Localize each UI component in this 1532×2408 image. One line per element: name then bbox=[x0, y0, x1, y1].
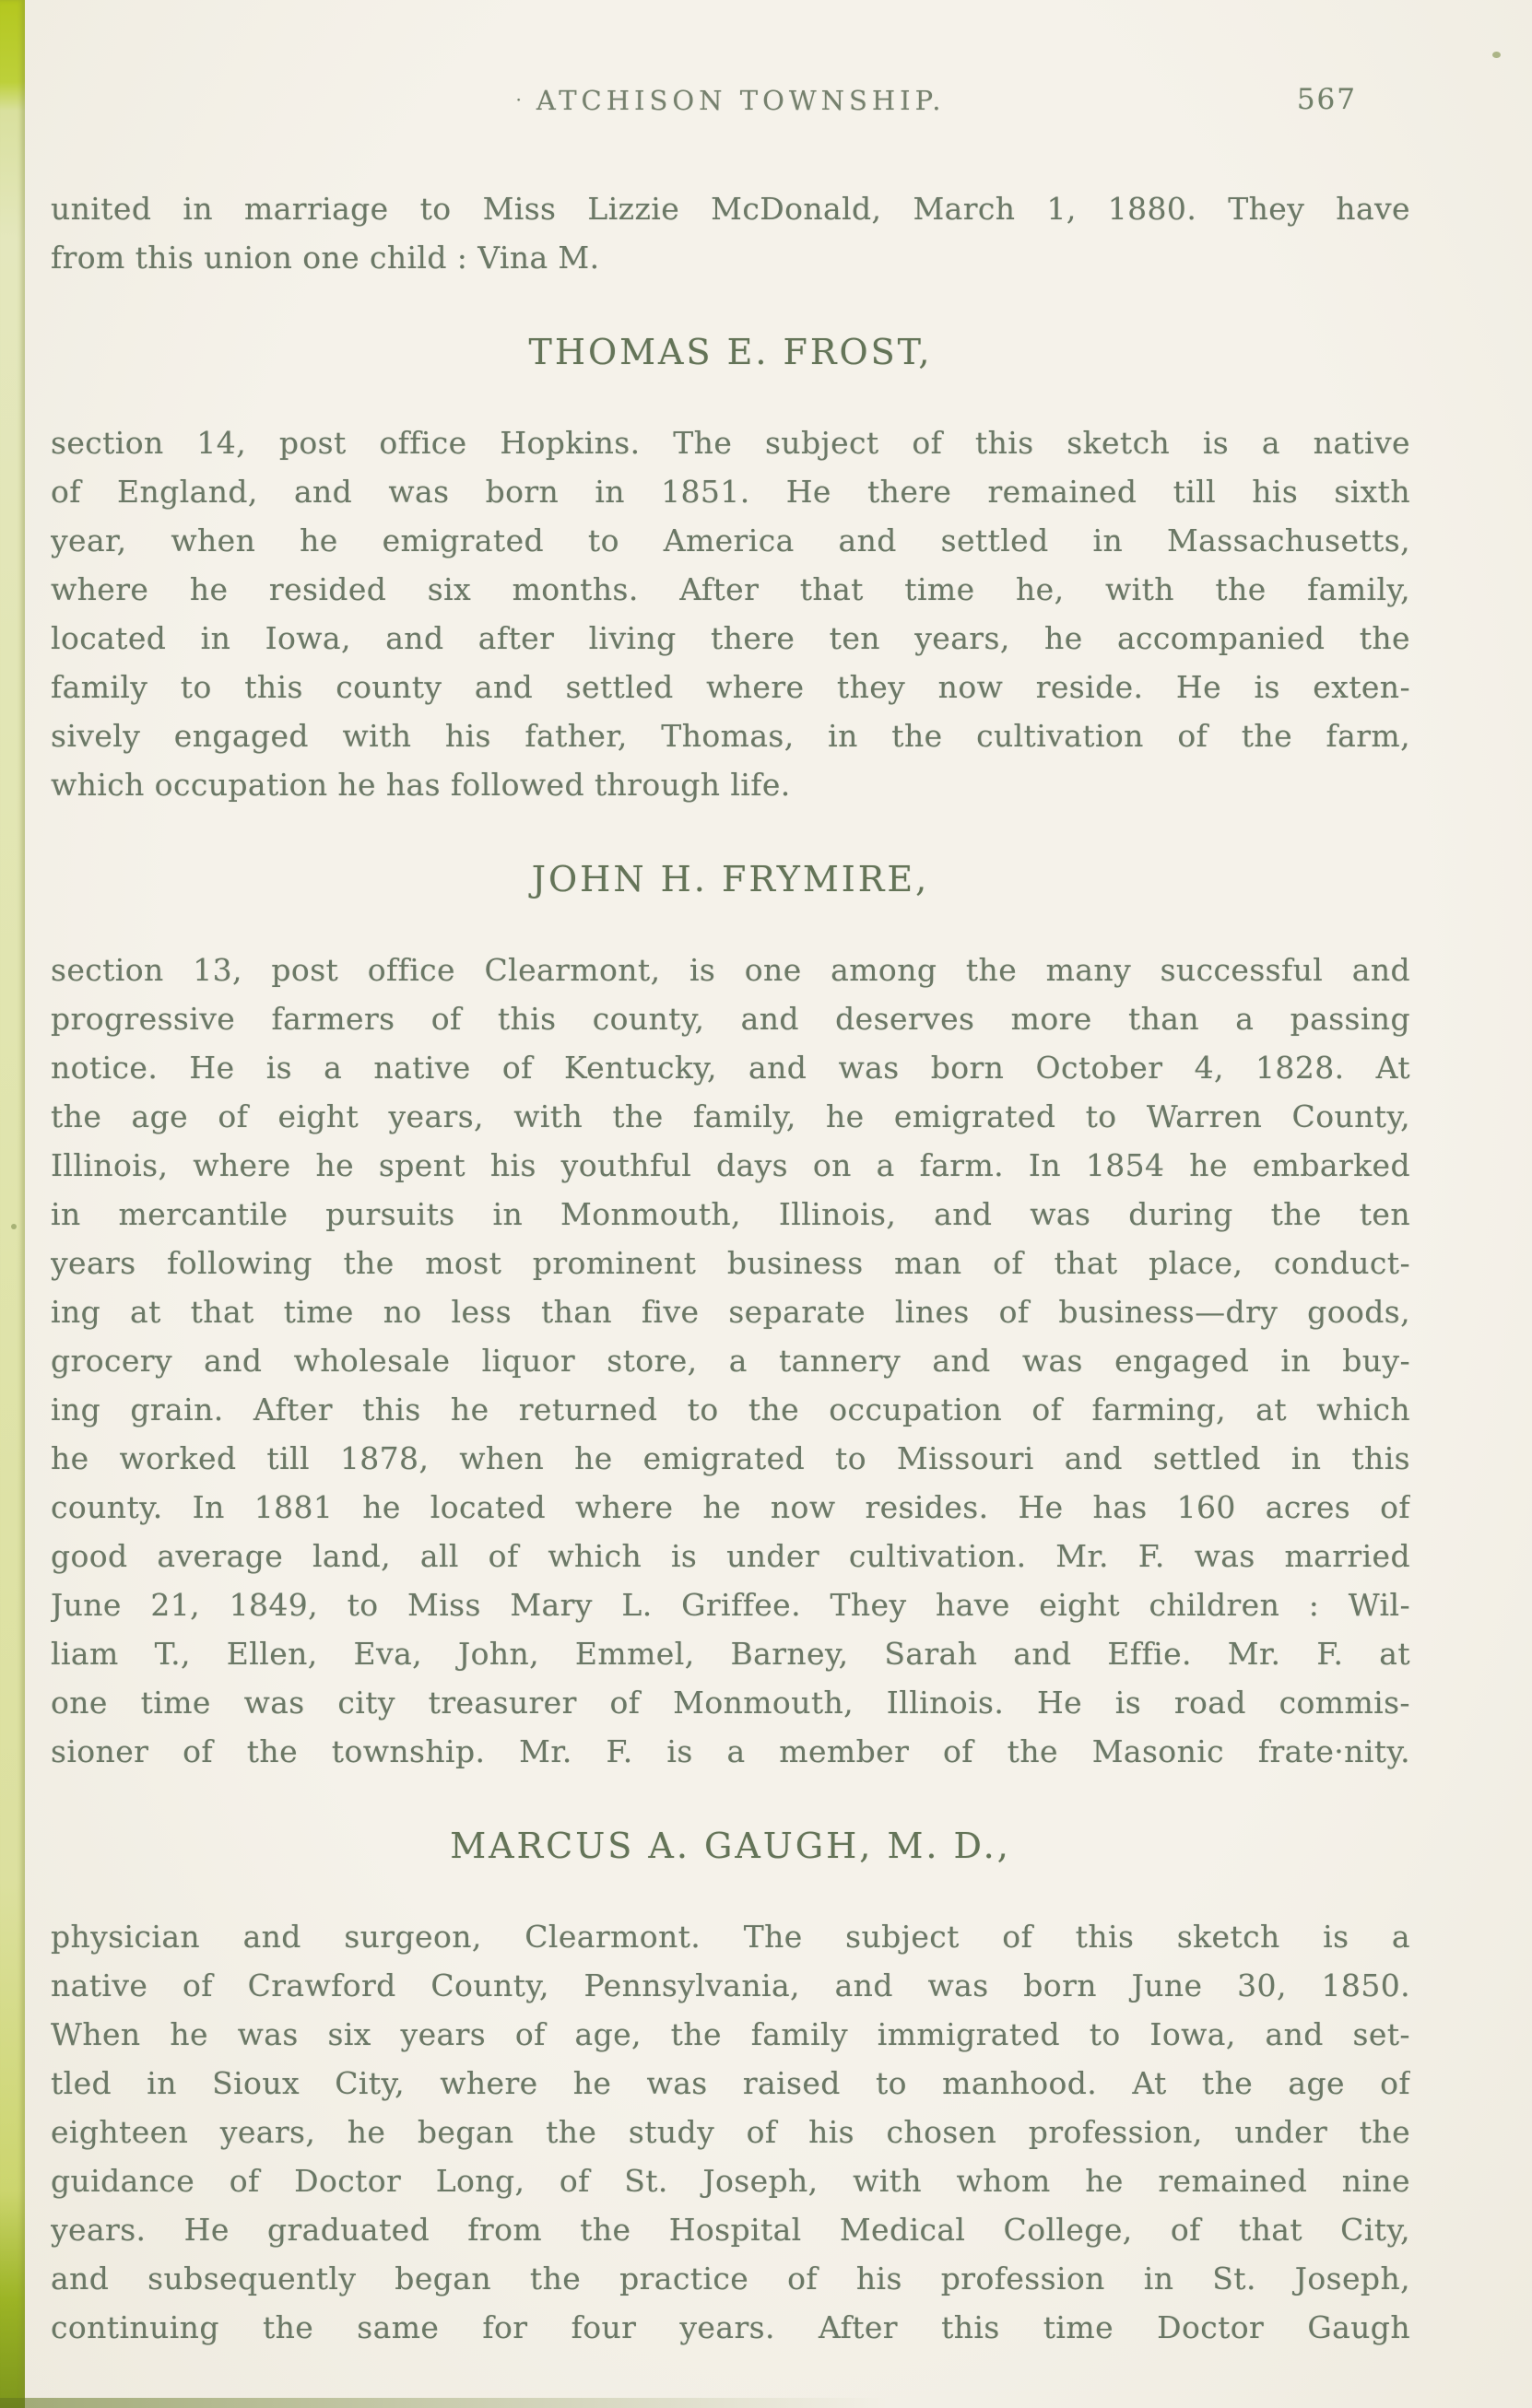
text-line: and subsequently began the practice of his profession in St. Joseph, bbox=[51, 2261, 1410, 2296]
text-line: section 13, post office Clearmont, is one among the many successful and bbox=[51, 952, 1410, 988]
section-paragraph bbox=[51, 946, 1410, 1776]
paragraph-continuation bbox=[51, 184, 1410, 282]
text-line: section 14, post office Hopkins. The subject of this sketch is a native bbox=[51, 425, 1410, 461]
text-line: where he resided six months. After that time he, with the family, bbox=[51, 571, 1410, 607]
text-line: physician and surgeon, Clearmont. The subject of this sketch is a bbox=[51, 1919, 1410, 1955]
page-content bbox=[51, 0, 1410, 2408]
biography-section-frost bbox=[51, 332, 1410, 809]
text-line: located in Iowa, and after living there ten years, he accompanied the bbox=[51, 620, 1410, 656]
text-line: good average land, all of which is under cultivation. Mr. F. was married bbox=[51, 1538, 1410, 1574]
text-line: sively engaged with his father, Thomas, in the cultivation of the farm, bbox=[51, 718, 1410, 754]
text-line: years. He graduated from the Hospital Medical College, of that City, bbox=[51, 2212, 1410, 2248]
scan-speck bbox=[1492, 52, 1501, 58]
text-line: the age of eight years, with the family, he emigrated to Warren County, bbox=[51, 1098, 1410, 1134]
section-paragraph bbox=[51, 418, 1410, 809]
book-edge-strip bbox=[0, 0, 25, 2408]
text-line: tled in Sioux City, where he was raised to manhood. At the age of bbox=[51, 2065, 1410, 2101]
section-heading: JOHN H. FRYMIRE, bbox=[531, 859, 930, 899]
text-line: notice. He is a native of Kentucky, and was born October 4, 1828. At bbox=[51, 1050, 1410, 1086]
text-line: eighteen years, he began the study of his chosen profession, under the bbox=[51, 2114, 1410, 2150]
text-line: years following the most prominent business man of that place, conduct- bbox=[51, 1245, 1410, 1281]
text-line: continuing the same for four years. After this time Doctor Gaugh bbox=[51, 2309, 1410, 2345]
text-line: family to this county and settled where they now reside. He is exten- bbox=[51, 669, 1410, 705]
text-line: progressive farmers of this county, and deserves more than a passing bbox=[51, 1001, 1410, 1037]
page-body bbox=[51, 184, 1410, 2352]
text-line: liam T., Ellen, Eva, John, Emmel, Barney, Sarah and Effie. Mr. F. at bbox=[51, 1636, 1410, 1672]
running-header bbox=[51, 85, 1410, 123]
text-line: sioner of the township. Mr. F. is a member of the Masonic frate·nity. bbox=[51, 1733, 1410, 1769]
biography-section-frymire bbox=[51, 859, 1410, 1776]
section-heading: MARCUS A. GAUGH, M. D., bbox=[450, 1826, 1011, 1866]
text-line: ing grain. After this he returned to the occupation of farming, at which bbox=[51, 1392, 1410, 1427]
text-line: county. In 1881 he located where he now resides. He has 160 acres of bbox=[51, 1489, 1410, 1525]
text-line: Illinois, where he spent his youthful days on a farm. In 1854 he embarked bbox=[51, 1147, 1410, 1183]
text-line: which occupation he has followed through life. bbox=[51, 767, 791, 803]
page-number: 567 bbox=[1296, 83, 1357, 116]
biography-section-gaugh bbox=[51, 1826, 1410, 2352]
header-ornament: · bbox=[515, 88, 522, 111]
text-line: of England, and was born in 1851. He there remained till his sixth bbox=[51, 474, 1410, 510]
text-line: year, when he emigrated to America and settled in Massachusetts, bbox=[51, 523, 1410, 558]
text-line: from this union one child : Vina M. bbox=[51, 240, 600, 276]
text-line: ing at that time no less than five separate lines of business—dry goods, bbox=[51, 1294, 1410, 1330]
text-line: guidance of Doctor Long, of St. Joseph, with whom he remained nine bbox=[51, 2163, 1410, 2199]
text-line: When he was six years of age, the family immigrated to Iowa, and set- bbox=[51, 2016, 1410, 2052]
text-line: in mercantile pursuits in Monmouth, Illinois, and was during the ten bbox=[51, 1196, 1410, 1232]
text-line: he worked till 1878, when he emigrated to Missouri and settled in this bbox=[51, 1440, 1410, 1476]
section-paragraph bbox=[51, 1912, 1410, 2352]
header-title: ATCHISON TOWNSHIP. bbox=[536, 85, 946, 116]
section-heading: THOMAS E. FROST, bbox=[528, 332, 933, 372]
text-line: June 21, 1849, to Miss Mary L. Griffee. They have eight children : Wil- bbox=[51, 1587, 1410, 1623]
text-line: united in marriage to Miss Lizzie McDonald, March 1, 1880. They have bbox=[51, 191, 1410, 227]
text-line: native of Crawford County, Pennsylvania, and was born June 30, 1850. bbox=[51, 1968, 1410, 2003]
scan-speck bbox=[11, 1224, 17, 1229]
text-line: one time was city treasurer of Monmouth, Illinois. He is road commis- bbox=[51, 1685, 1410, 1721]
text-line: grocery and wholesale liquor store, a tannery and was engaged in buy- bbox=[51, 1343, 1410, 1379]
